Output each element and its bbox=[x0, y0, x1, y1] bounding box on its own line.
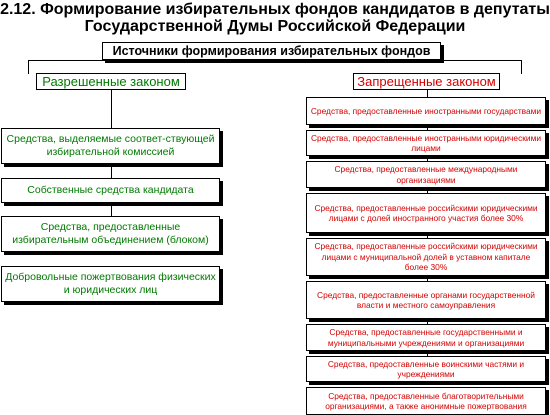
forbidden-item: Средства, предоставленные воинскими частями и учреждениями bbox=[306, 356, 546, 382]
allowed-item: Средства, предоставленные избирательным объединением (блоком) bbox=[1, 216, 220, 252]
diagram-title-line-2: Государственной Думы Российской Федерации bbox=[84, 18, 466, 35]
forbidden-item: Средства, предоставленные благотворительными организациями, а также анонимные пожертвования bbox=[306, 387, 546, 415]
forbidden-item: Средства, предоставленные органами государственной власти и местного самоуправления bbox=[306, 281, 546, 319]
forbidden-item: Средства, предоставленные иностранными государствами bbox=[306, 97, 546, 125]
forbidden-item: Средства, предоставленные государственными и муниципальными учреждениями и организациями bbox=[306, 324, 546, 351]
diagram-title-line-1: 2.12. Формирование избирательных фондов кандидатов в депутаты bbox=[0, 1, 550, 18]
allowed-item: Добровольные пожертвования физических и юридических лиц bbox=[1, 266, 220, 302]
sources-header: Источники формирования избирательных фондов bbox=[102, 42, 441, 60]
allowed-header: Разрешенные законом bbox=[36, 73, 186, 90]
forbidden-item: Средства, предоставленные международными организациями bbox=[306, 161, 546, 188]
forbidden-item: Средства, предоставленные российскими юридическими лицами с муниципальной долей в уставном капитале более 30% bbox=[306, 238, 546, 276]
forbidden-item: Средства, предоставленные российскими юридическими лицами с долей иностранного участия более 30% bbox=[306, 193, 546, 233]
forbidden-item: Средства, предоставленные иностранными юридическими лицами bbox=[306, 130, 546, 156]
forbidden-header: Запрещенные законом bbox=[353, 73, 500, 90]
allowed-item: Собственные средства кандидата bbox=[1, 178, 220, 203]
allowed-item: Средства, выделяемые соответ-ствующей избирательной комиссией bbox=[1, 128, 220, 164]
